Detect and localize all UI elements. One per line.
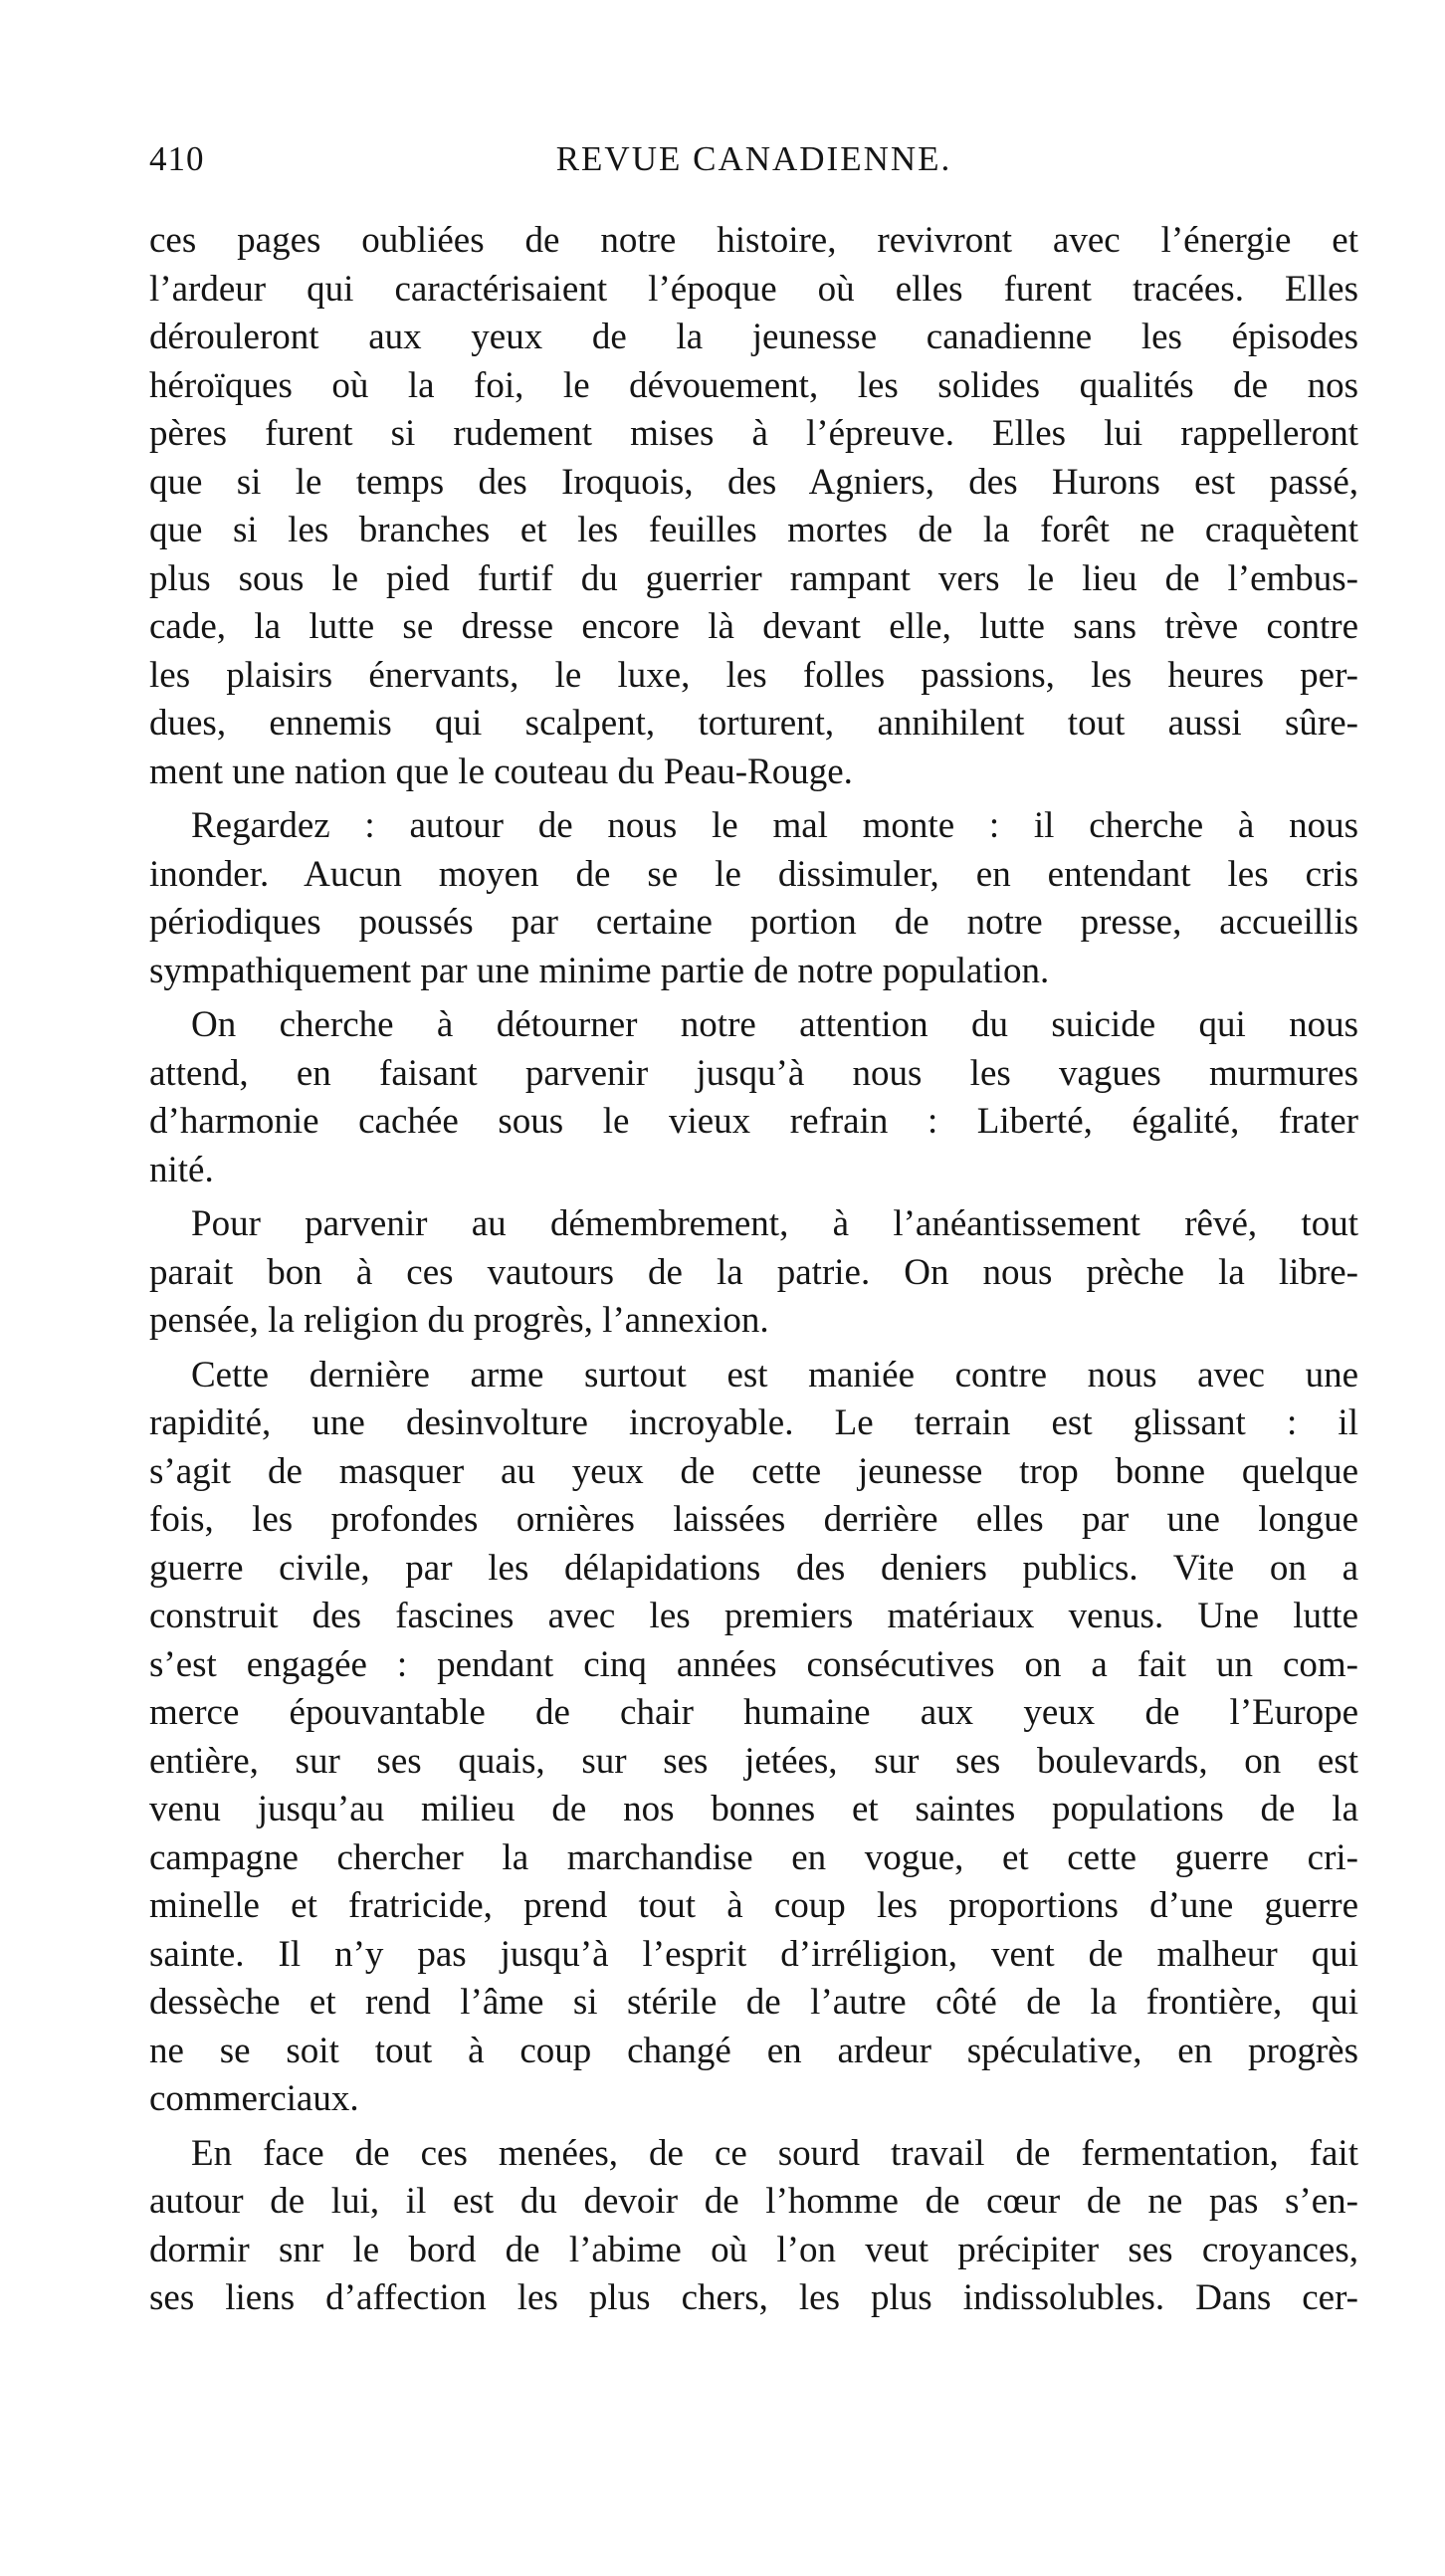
text-line: Regardez : autour de nous le mal monte : il cherche à nous (191, 805, 1358, 846)
text-line: dormir snr le bord de l’abime où l’on veut précipiter ses croyances, (149, 2229, 1358, 2270)
text-line: En face de ces menées, de ce sourd travail de fermentation, fait (191, 2132, 1358, 2174)
body-text (149, 217, 1358, 2323)
text-line: pères furent si rudement mises à l’épreuve. Elles lui rappelleront (149, 413, 1358, 454)
text-line: pensée, la religion du progrès, l’annexion. (149, 1300, 769, 1341)
text-line: que si les branches et les feuilles mortes de la forêt ne craquètent (149, 510, 1358, 550)
text-line: On cherche à détourner notre attention du suicide qui nous (191, 1004, 1358, 1045)
text-line: venu jusqu’au milieu de nos bonnes et saintes populations de la (149, 1789, 1358, 1829)
text-line: construit des fascines avec les premiers matériaux venus. Une lutte (149, 1596, 1358, 1636)
text-line: héroïques où la foi, le dévouement, les solides qualités de nos (149, 364, 1358, 406)
text-line: dessèche et rend l’âme si stérile de l’autre côté de la frontière, qui (149, 1982, 1358, 2023)
text-line: merce épouvantable de chair humaine aux yeux de l’Europe (149, 1692, 1358, 1733)
paragraph (149, 802, 1358, 995)
text-line: nité. (149, 1149, 214, 1190)
paragraph (149, 2130, 1358, 2323)
running-head (149, 139, 1358, 199)
text-line: l’ardeur qui caractérisaient l’époque où elles furent tracées. Elles (149, 268, 1358, 310)
text-line: périodiques poussés par certaine portion de notre presse, accueillis (149, 902, 1358, 943)
document-page (149, 139, 1358, 2329)
text-line: attend, en faisant parvenir jusqu’à nous les vagues murmures (149, 1052, 1358, 1094)
text-line: fois, les profondes ornières laissées derrière elles par une longue (149, 1499, 1358, 1540)
text-line: sainte. Il n’y pas jusqu’à l’esprit d’irréligion, vent de malheur qui (149, 1933, 1358, 1975)
text-line: s’est engagée : pendant cinq années consécutives on a fait un com- (149, 1643, 1358, 1685)
text-line: s’agit de masquer au yeux de cette jeunesse trop bonne quelque (149, 1450, 1358, 1492)
text-line: d’harmonie cachée sous le vieux refrain : Liberté, égalité, frater (149, 1101, 1358, 1142)
text-line: rapidité, une desinvolture incroyable. Le terrain est glissant : il (149, 1402, 1358, 1443)
text-line: commerciaux. (149, 2078, 359, 2119)
paragraph (149, 1352, 1358, 2124)
paragraph (149, 217, 1358, 796)
text-line: Pour parvenir au démembrement, à l’anéantissement rêvé, tout (191, 1203, 1358, 1244)
text-line: que si le temps des Iroquois, des Agniers, des Hurons est passé, (149, 461, 1358, 503)
text-line: sympathiquement par une minime partie de notre population. (149, 950, 1050, 991)
text-line: parait bon à ces vautours de la patrie. On nous prèche la libre- (149, 1251, 1358, 1293)
text-line: dues, ennemis qui scalpent, torturent, annihilent tout aussi sûre- (149, 703, 1358, 744)
text-line: ne se soit tout à coup changé en ardeur spéculative, en progrès (149, 2030, 1358, 2071)
text-line: minelle et fratricide, prend tout à coup les proportions d’une guerre (149, 1885, 1358, 1926)
text-line: campagne chercher la marchandise en vogue, et cette guerre cri- (149, 1836, 1358, 1878)
text-line: ses liens d’affection les plus chers, les plus indissolubles. Dans cer- (149, 2277, 1358, 2318)
paragraph (149, 1001, 1358, 1194)
text-line: autour de lui, il est du devoir de l’homme de cœur de ne pas s’en- (149, 2181, 1358, 2222)
text-line: cade, la lutte se dresse encore là devant elle, lutte sans trève contre (149, 606, 1358, 647)
text-line: inonder. Aucun moyen de se le dissimuler, en entendant les cris (149, 853, 1358, 895)
text-line: Cette dernière arme surtout est maniée contre nous avec une (191, 1354, 1358, 1395)
text-line: plus sous le pied furtif du guerrier rampant vers le lieu de l’embus- (149, 557, 1358, 599)
text-line: entière, sur ses quais, sur ses jetées, sur ses boulevards, on est (149, 1740, 1358, 1782)
text-line: les plaisirs énervants, le luxe, les folles passions, les heures per- (149, 654, 1358, 696)
text-line: dérouleront aux yeux de la jeunesse canadienne les épisodes (149, 317, 1358, 357)
text-line: ment une nation que le couteau du Peau-Rouge. (149, 751, 853, 792)
paragraph (149, 1200, 1358, 1346)
text-line: ces pages oubliées de notre histoire, revivront avec l’énergie et (149, 220, 1358, 261)
text-line: guerre civile, par les délapidations des deniers publics. Vite on a (149, 1547, 1358, 1589)
page-number: 410 (149, 139, 205, 178)
journal-title: REVUE CANADIENNE. (555, 139, 952, 178)
